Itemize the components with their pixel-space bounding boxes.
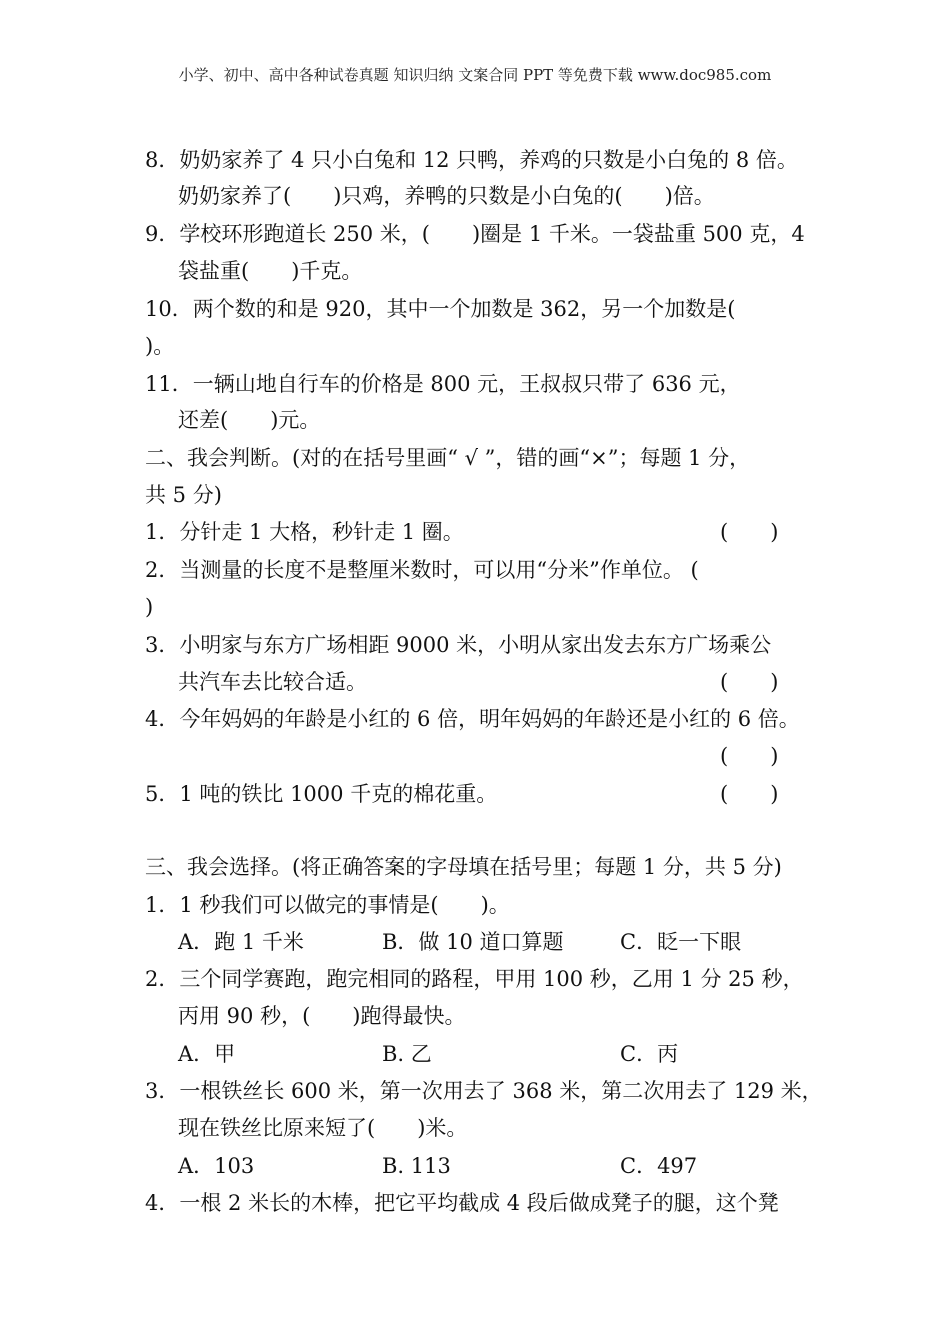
judge-q3-line1: 3．小明家与东方广场相距 9000 米，小明从家出发去东方广场乘公	[145, 633, 772, 657]
choice-q2-line2: 丙用 90 秒，( )跑得最快。	[178, 1004, 466, 1028]
q8-line2: 奶奶家养了( )只鸡，养鸭的只数是小白兔的( )倍。	[178, 184, 715, 208]
judge-q4-answer-box: ( )	[720, 744, 779, 768]
judge-q5: 5．1 吨的铁比 1000 千克的棉花重。	[145, 782, 498, 806]
choice-q2-line1: 2．三个同学赛跑，跑完相同的路程，甲用 100 秒，乙用 1 分 25 秒，	[145, 967, 804, 991]
choice-q4: 4．一根 2 米长的木棒，把它平均截成 4 段后做成凳子的腿，这个凳	[145, 1191, 779, 1215]
q11-line2: 还差( )元。	[178, 408, 321, 432]
judge-q1: 1．分针走 1 大格，秒针走 1 圈。	[145, 520, 464, 544]
q10-line2: )。	[145, 334, 175, 358]
judge-q2-line1: 2．当测量的长度不是整厘米数时，可以用“分米”作单位。 (	[145, 558, 699, 582]
judge-q3-answer-box: ( )	[720, 670, 779, 694]
q9-line1: 9．学校环形跑道长 250 米，( )圈是 1 千米。一袋盐重 500 克，4	[145, 222, 805, 246]
judge-q1-answer-box: ( )	[720, 520, 779, 544]
choice-q3-option-a: A．103	[178, 1154, 255, 1178]
judge-title-line2: 共 5 分)	[145, 483, 222, 507]
choice-q2-option-a: A．甲	[178, 1042, 236, 1066]
choice-q3-option-c: C．497	[620, 1154, 698, 1178]
judge-q2-line2: )	[145, 595, 154, 619]
choice-q1-option-c: C．眨一下眼	[620, 930, 742, 954]
choice-title: 三、我会选择。(将正确答案的字母填在括号里；每题 1 分，共 5 分)	[145, 855, 782, 879]
judge-q5-answer-box: ( )	[720, 782, 779, 806]
choice-q1: 1．1 秒我们可以做完的事情是( )。	[145, 893, 510, 917]
choice-q3-option-b: B. 113	[382, 1154, 451, 1178]
choice-q2-option-b: B. 乙	[382, 1042, 432, 1066]
q9-line2: 袋盐重( )千克。	[178, 259, 363, 283]
q8-line1: 8．奶奶家养了 4 只小白兔和 12 只鸭，养鸡的只数是小白兔的 8 倍。	[145, 148, 798, 172]
choice-q1-option-b: B．做 10 道口算题	[382, 930, 564, 954]
q11-line1: 11．一辆山地自行车的价格是 800 元，王叔叔只带了 636 元，	[145, 372, 741, 396]
judge-q3-line2: 共汽车去比较合适。	[178, 670, 367, 694]
choice-q3-line1: 3．一根铁丝长 600 米，第一次用去了 368 米，第二次用去了 129 米，	[145, 1079, 823, 1103]
q10-line1: 10．两个数的和是 920，其中一个加数是 362，另一个加数是(	[145, 297, 736, 321]
choice-q2-option-c: C．丙	[620, 1042, 679, 1066]
judge-q4: 4．今年妈妈的年龄是小红的 6 倍，明年妈妈的年龄还是小红的 6 倍。	[145, 707, 800, 731]
page-header: 小学、初中、高中各种试卷真题 知识归纳 文案合同 PPT 等免费下载 www.doc985.com	[178, 66, 772, 84]
judge-title-line1: 二、我会判断。(对的在括号里画“ √ ”，错的画“×”；每题 1 分，	[145, 446, 751, 470]
choice-q3-line2: 现在铁丝比原来短了( )米。	[178, 1116, 468, 1140]
choice-q1-option-a: A．跑 1 千米	[178, 930, 304, 954]
